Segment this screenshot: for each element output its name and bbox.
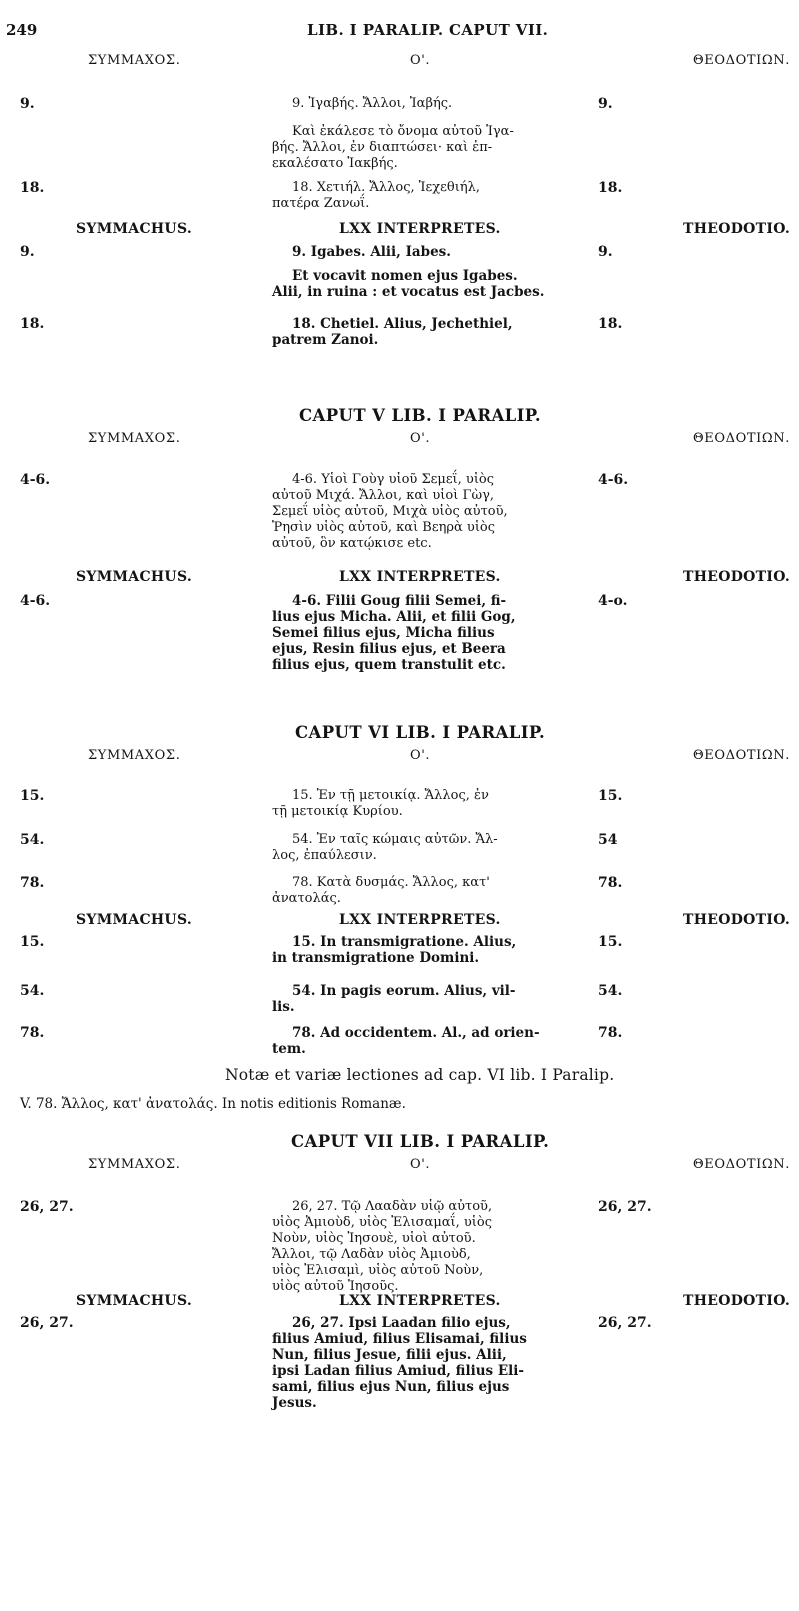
col-head-lxx-latin: LXX INTERPRETES. xyxy=(339,912,501,928)
passage-line: Semei filius ejus, Micha filius xyxy=(272,625,495,641)
greek-passage xyxy=(272,96,554,112)
passage-line: 4-6. Υἱοὶ Γοὺγ υἱοῦ Σεμεΐ, υἱὸς xyxy=(292,472,495,487)
passage-line: 9. Igabes. Alii, Iabes. xyxy=(292,244,451,260)
notes-heading: Notæ et variæ lectiones ad cap. VI lib. I Paralip. xyxy=(225,1066,615,1084)
passage-line: Ἄλλοι, τῷ Λαδὰν υἱὸς Ἀμιοὺδ, xyxy=(272,1247,471,1262)
verse-number-right: 78. xyxy=(598,875,623,891)
latin-passage xyxy=(272,1315,554,1411)
verse-number-right: 54. xyxy=(598,983,623,999)
col-head-theodotio-latin: THEODOTIO. xyxy=(683,912,791,928)
verse-number-left: 15. xyxy=(20,934,45,950)
passage-line: Νοὺν, υἱὸς Ἰησουὲ, υἱοὶ αὐτοῦ. xyxy=(272,1231,476,1246)
verse-number-left: 18. xyxy=(20,316,45,332)
col-head-symmachus-latin: SYMMACHUS. xyxy=(76,1293,193,1309)
col-head-theodotion-greek: ΘΕΟΔΟΤΙΩΝ. xyxy=(693,53,790,68)
col-head-theodotion-greek: ΘΕΟΔΟΤΙΩΝ. xyxy=(693,1157,790,1172)
verse-number-right: 15. xyxy=(598,934,623,950)
section-title: CAPUT VII LIB. I PARALIP. xyxy=(291,1132,550,1151)
passage-line: 26, 27. Τῷ Λααδὰν υἱῷ αὐτοῦ, xyxy=(292,1199,493,1214)
passage-line: 9. Ἰγαβής. Ἄλλοι, Ἰαβής. xyxy=(292,96,453,111)
latin-passage xyxy=(272,268,554,300)
greek-passage xyxy=(272,124,554,172)
section-title: CAPUT VI LIB. I PARALIP. xyxy=(295,723,546,742)
passage-line: ipsi Ladan filius Amiud, filius Eli- xyxy=(272,1363,525,1379)
passage-line: 15. In transmigratione. Alius, xyxy=(292,934,517,950)
verse-number-left: 26, 27. xyxy=(20,1199,74,1215)
verse-number-left: 54. xyxy=(20,832,45,848)
verse-number-right: 9. xyxy=(598,96,613,112)
passage-line: υἱὸς Ἀμιοὺδ, υἱὸς Ἐλισαμαΐ, υἱὸς xyxy=(272,1215,493,1230)
passage-line: 18. Chetiel. Alius, Jechethiel, xyxy=(292,316,513,332)
passage-line: Nun, filius Jesue, filii ejus. Alii, xyxy=(272,1347,507,1363)
passage-line: filius Amiud, filius Elisamai, filius xyxy=(272,1331,527,1347)
passage-line: filius ejus, quem transtulit etc. xyxy=(272,657,506,673)
latin-passage xyxy=(272,1025,554,1057)
verse-number-right: 18. xyxy=(598,180,623,196)
greek-passage xyxy=(272,875,554,907)
passage-line: 15. Ἐν τῇ μετοικίᾳ. Ἄλλος, ἐν xyxy=(292,788,489,803)
col-head-theodotion-greek: ΘΕΟΔΟΤΙΩΝ. xyxy=(693,431,790,446)
verse-number-right: 15. xyxy=(598,788,623,804)
passage-line: 4-6. Filii Goug filii Semei, fi- xyxy=(292,593,507,609)
verse-number-right: 26, 27. xyxy=(598,1315,652,1331)
col-head-symmachus-greek: ΣΥΜΜΑΧΟΣ. xyxy=(88,1157,181,1172)
latin-passage xyxy=(272,244,554,260)
col-head-theodotion-greek: ΘΕΟΔΟΤΙΩΝ. xyxy=(693,748,790,763)
running-title: LIB. I PARALIP. CAPUT VII. xyxy=(307,21,549,39)
passage-line: lius ejus Micha. Alii, et filii Gog, xyxy=(272,609,516,625)
verse-number-left: 54. xyxy=(20,983,45,999)
col-head-lxx-latin: LXX INTERPRETES. xyxy=(339,1293,501,1309)
greek-passage xyxy=(272,472,554,552)
verse-number-left: 4-6. xyxy=(20,593,51,609)
latin-passage xyxy=(272,983,554,1015)
passage-line: αὐτοῦ Μιχά. Ἄλλοι, καὶ υἱοὶ Γὼγ, xyxy=(272,488,494,503)
passage-line: 78. Κατὰ δυσμάς. Ἄλλος, κατ' xyxy=(292,875,490,890)
passage-line: ejus, Resin filius ejus, et Beera xyxy=(272,641,506,657)
col-head-symmachus-latin: SYMMACHUS. xyxy=(76,569,193,585)
col-head-lxx-latin: LXX INTERPRETES. xyxy=(339,569,501,585)
greek-passage xyxy=(272,180,554,212)
latin-passage xyxy=(272,934,554,966)
passage-line: 78. Ad occidentem. Al., ad orien- xyxy=(292,1025,540,1041)
col-head-lxx-greek: Ο'. xyxy=(410,748,431,763)
greek-passage xyxy=(272,1199,554,1295)
passage-line: 54. Ἐν ταῖς κώμαις αὐτῶν. Ἄλ- xyxy=(292,832,498,847)
verse-number-left: 15. xyxy=(20,788,45,804)
passage-line: πατέρα Ζανωΐ. xyxy=(272,196,370,211)
col-head-symmachus-latin: SYMMACHUS. xyxy=(76,221,193,237)
col-head-symmachus-greek: ΣΥΜΜΑΧΟΣ. xyxy=(88,748,181,763)
greek-passage xyxy=(272,788,554,820)
passage-line: βής. Ἄλλοι, ἐν διαπτώσει· καὶ ἐπ- xyxy=(272,140,493,155)
col-head-symmachus-latin: SYMMACHUS. xyxy=(76,912,193,928)
passage-line: Σεμεΐ υἱὸς αὐτοῦ, Μιχὰ υἱὸς αὐτοῦ, xyxy=(272,504,508,519)
passage-line: ἀνατολάς. xyxy=(272,891,341,906)
verse-number-left: 9. xyxy=(20,244,35,260)
latin-passage xyxy=(272,316,554,348)
verse-number-left: 18. xyxy=(20,180,45,196)
col-head-theodotio-latin: THEODOTIO. xyxy=(683,1293,791,1309)
col-head-theodotio-latin: THEODOTIO. xyxy=(683,569,791,585)
passage-line: lis. xyxy=(272,999,295,1015)
passage-line: Alii, in ruina : et vocatus est Jacbes. xyxy=(272,284,545,300)
col-head-lxx-latin: LXX INTERPRETES. xyxy=(339,221,501,237)
passage-line: υἱὸς αὐτοῦ Ἰησοῦς. xyxy=(272,1279,399,1294)
passage-line: τῇ μετοικίᾳ Κυρίου. xyxy=(272,804,403,819)
verse-number-left: 4-6. xyxy=(20,472,51,488)
passage-line: Ῥησὶν υἱὸς αὐτοῦ, καὶ Βεηρὰ υἱὸς xyxy=(272,520,496,535)
verse-number-right: 78. xyxy=(598,1025,623,1041)
verse-number-left: 26, 27. xyxy=(20,1315,74,1331)
passage-line: Et vocavit nomen ejus Igabes. xyxy=(292,268,518,284)
verse-number-right: 9. xyxy=(598,244,613,260)
passage-line: υἱὸς Ἐλισαμὶ, υἱὸς αὐτοῦ Νοὺν, xyxy=(272,1263,484,1278)
col-head-lxx-greek: Ο'. xyxy=(410,53,431,68)
passage-line: Jesus. xyxy=(272,1395,317,1411)
verse-number-left: 78. xyxy=(20,1025,45,1041)
passage-line: αὐτοῦ, ὃν κατῴκισε etc. xyxy=(272,536,432,551)
passage-line: Καὶ ἐκάλεσε τὸ ὄνομα αὐτοῦ Ἰγα- xyxy=(292,124,514,139)
verse-number-right: 4-6. xyxy=(598,472,629,488)
verse-number-right: 18. xyxy=(598,316,623,332)
passage-line: 26, 27. Ipsi Laadan filio ejus, xyxy=(292,1315,511,1331)
passage-line: patrem Zanoi. xyxy=(272,332,379,348)
page-number: 249 xyxy=(6,21,38,39)
verse-number-left: 78. xyxy=(20,875,45,891)
verse-number-left: 9. xyxy=(20,96,35,112)
col-head-lxx-greek: Ο'. xyxy=(410,1157,431,1172)
section-title: CAPUT V LIB. I PARALIP. xyxy=(299,406,541,425)
col-head-lxx-greek: Ο'. xyxy=(410,431,431,446)
passage-line: εκαλέσατο Ἰακβής. xyxy=(272,156,398,171)
passage-line: tem. xyxy=(272,1041,306,1057)
verse-number-right: 54 xyxy=(598,832,618,848)
latin-passage xyxy=(272,593,554,673)
verse-number-right: 26, 27. xyxy=(598,1199,652,1215)
col-head-symmachus-greek: ΣΥΜΜΑΧΟΣ. xyxy=(88,53,181,68)
greek-passage xyxy=(272,832,554,864)
passage-line: 54. In pagis eorum. Alius, vil- xyxy=(292,983,516,999)
passage-line: 18. Χετιήλ. Ἄλλος, Ἰεχεθιήλ, xyxy=(292,180,480,195)
passage-line: sami, filius ejus Nun, filius ejus xyxy=(272,1379,510,1395)
passage-line: λος, ἐπαύλεσιν. xyxy=(272,848,377,863)
passage-line: in transmigratione Domini. xyxy=(272,950,480,966)
col-head-symmachus-greek: ΣΥΜΜΑΧΟΣ. xyxy=(88,431,181,446)
verse-number-right: 4-o. xyxy=(598,593,628,609)
notes-line: V. 78. Ἄλλος, κατ' ἀνατολάς. In notis editionis Romanæ. xyxy=(20,1096,406,1112)
col-head-theodotio-latin: THEODOTIO. xyxy=(683,221,791,237)
